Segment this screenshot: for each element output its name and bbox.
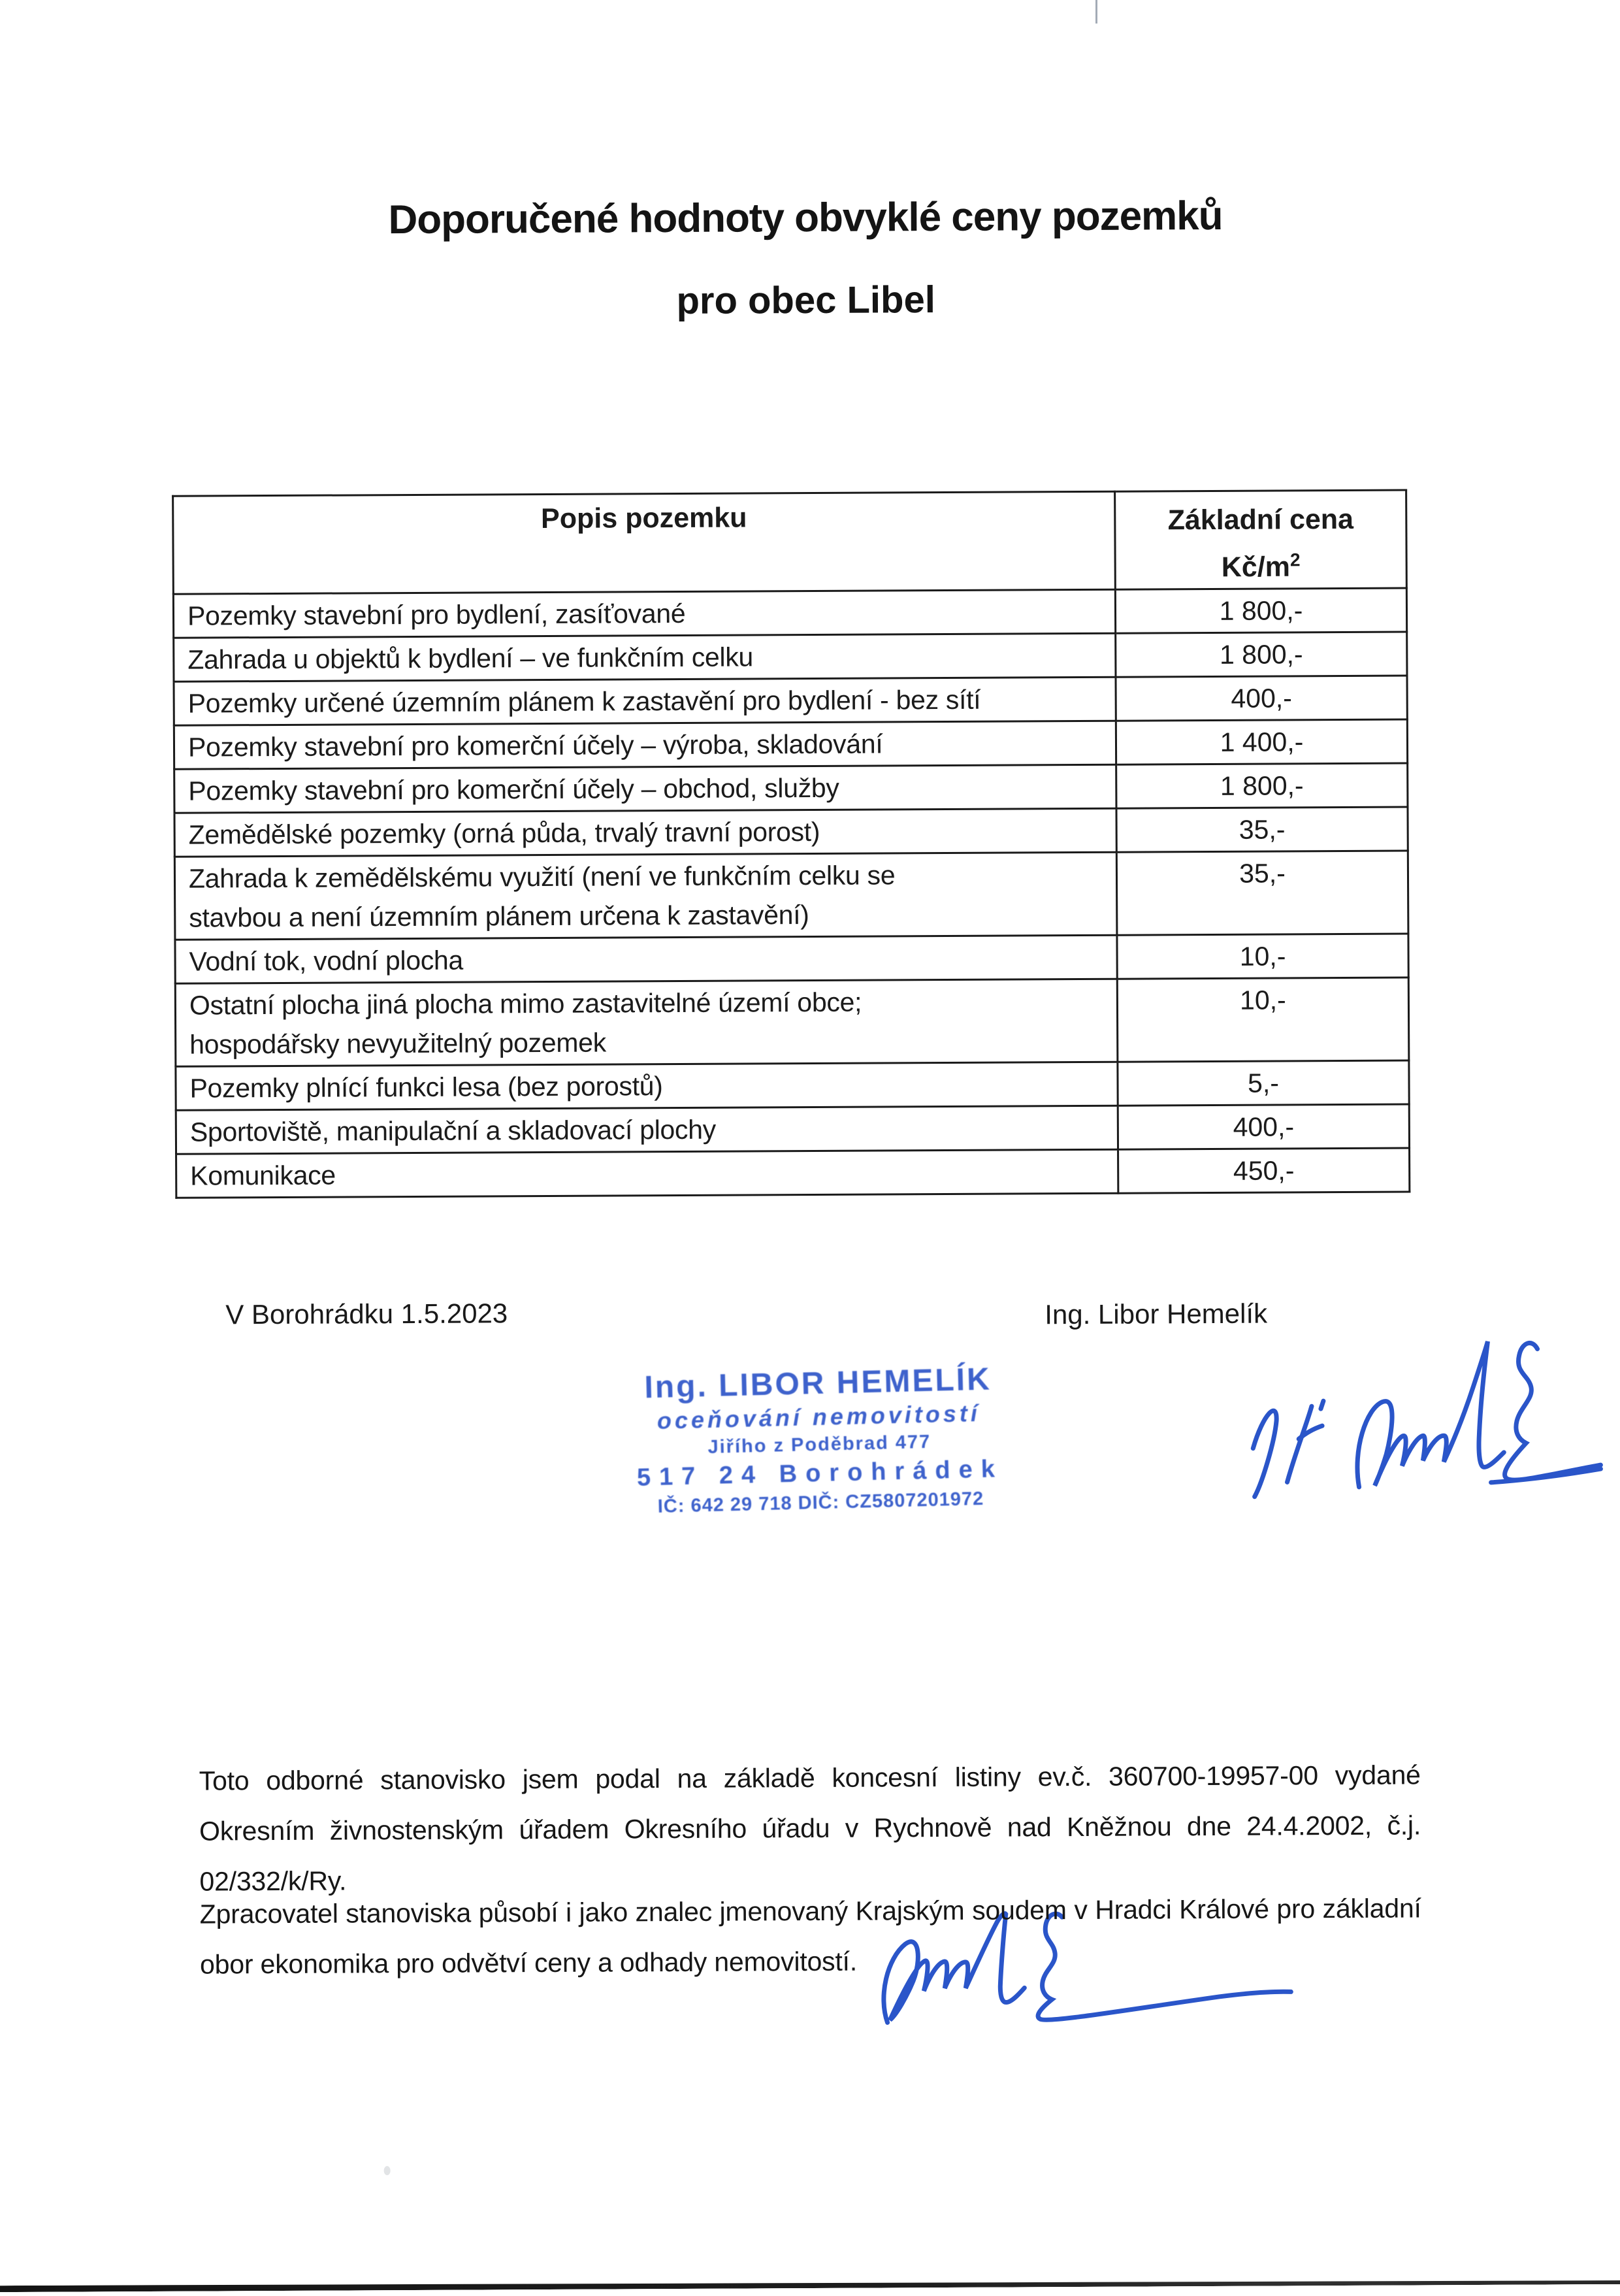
- price-header-line2: Kč/m: [1221, 551, 1291, 583]
- table-row: [175, 977, 1409, 1066]
- base-price-cell: 10,-: [1117, 934, 1408, 979]
- scan-artifact-speck: [384, 2166, 391, 2175]
- signer-typed-name: Ing. Libor Hemelík: [1045, 1298, 1268, 1330]
- base-price-cell: 400,-: [1116, 676, 1407, 721]
- column-header-price: [1115, 490, 1407, 590]
- base-price-cell: 400,-: [1118, 1104, 1409, 1149]
- rubber-stamp: [622, 1361, 1017, 1520]
- footer-paragraph-expert: Zpracovatel stanoviska působí i jako znalec jmenovaný Krajským soudem v Hradci Králové pro základní obor ekonomika pro odvětví ceny a odhady nemovitostí.: [199, 1893, 1421, 1980]
- land-description-cell: Sportoviště, manipulační a skladovací plochy: [176, 1106, 1118, 1155]
- signature-upper: [1242, 1308, 1609, 1513]
- footer-paragraph-license: Toto odborné stanovisko jsem podal na základě koncesní listiny ev.č. 360700-19957-00 vydané Okresním živnostenským úřadem Okresního úřadu v Rychnově nad Kněžnou dne 24.4.2002, č.j. 02/332/k/Ry.: [199, 1760, 1421, 1897]
- land-description-cell: Pozemky plnící funkci lesa (bez porostů): [176, 1062, 1118, 1111]
- land-description-cell: Vodní tok, vodní plocha: [175, 936, 1117, 984]
- signature-upper-strokes: [1252, 1341, 1600, 1497]
- place-and-date: V Borohrádku 1.5.2023: [225, 1298, 508, 1330]
- land-description-cell: Zemědělské pozemky (orná půda, trvalý travní porost): [174, 809, 1116, 857]
- table-row: [174, 676, 1407, 725]
- table-row: [173, 588, 1406, 638]
- base-price-cell: 5,-: [1118, 1060, 1409, 1106]
- land-description-cell: Pozemky stavební pro komerční účely – obchod, služby: [174, 765, 1116, 813]
- table-row: [174, 719, 1407, 769]
- base-price-cell: 35,-: [1116, 807, 1408, 852]
- scan-artifact-bottom-line: [0, 2278, 1620, 2292]
- table-row: [176, 1104, 1409, 1154]
- stamp-profession-line: oceňování nemovitostí: [656, 1399, 981, 1434]
- scan-artifact-top-tick: [1095, 0, 1097, 24]
- base-price-cell: 1 800,-: [1115, 588, 1406, 633]
- land-description-cell: Ostatní plocha jiná plocha mimo zastavitelné území obce; hospodářsky nevyužitelný pozemek: [175, 979, 1118, 1067]
- price-table: [172, 489, 1410, 1200]
- table-row: [176, 1060, 1409, 1110]
- table-row: [174, 807, 1408, 857]
- land-description-cell: Zahrada u objektů k bydlení – ve funkčním celku: [174, 634, 1116, 682]
- stamp-street-line: Jiřího z Poděbrad 477: [707, 1431, 932, 1458]
- table-row: [176, 1148, 1410, 1198]
- base-price-cell: 1 400,-: [1116, 719, 1407, 764]
- stamp-id-line: IČ: 642 29 718 DIČ: CZ5807201972: [657, 1488, 984, 1517]
- document-title: Doporučené hodnoty obvyklé ceny pozemků: [388, 193, 1223, 243]
- stamp-city-line: 517 24 Borohrádek: [636, 1455, 1004, 1492]
- table-row: [175, 934, 1408, 983]
- base-price-cell: 1 800,-: [1116, 632, 1407, 677]
- base-price-cell: 10,-: [1117, 977, 1409, 1062]
- table-row: [174, 851, 1408, 940]
- base-price-cell: 35,-: [1116, 851, 1408, 935]
- land-description-cell: Pozemky stavební pro komerční účely – výroba, skladování: [174, 721, 1116, 770]
- base-price-cell: 1 800,-: [1116, 763, 1408, 808]
- column-header-description: Popis pozemku: [173, 491, 1116, 594]
- price-table-body: [173, 588, 1409, 1198]
- table-row: [174, 763, 1408, 813]
- document-subtitle: pro obec Libel: [676, 278, 936, 322]
- stamp-name-line: Ing. LIBOR HEMELÍK: [643, 1362, 992, 1405]
- land-description-cell: Pozemky stavební pro bydlení, zasíťované: [173, 590, 1115, 638]
- table-header-row: [173, 490, 1407, 595]
- price-header-line1: Základní cena: [1167, 503, 1354, 536]
- price-header-superscript: 2: [1289, 549, 1301, 570]
- land-description-cell: Pozemky určené územním plánem k zastavění pro bydlení - bez sítí: [174, 678, 1116, 726]
- table-row: [174, 632, 1407, 681]
- land-description-cell: Zahrada k zemědělskému využití (není ve funkčním celku se stavbou a není územním plánem určena k zastavění): [174, 853, 1117, 940]
- base-price-cell: 450,-: [1118, 1148, 1410, 1193]
- land-description-cell: Komunikace: [176, 1150, 1118, 1198]
- price-table-container: [172, 489, 1408, 1200]
